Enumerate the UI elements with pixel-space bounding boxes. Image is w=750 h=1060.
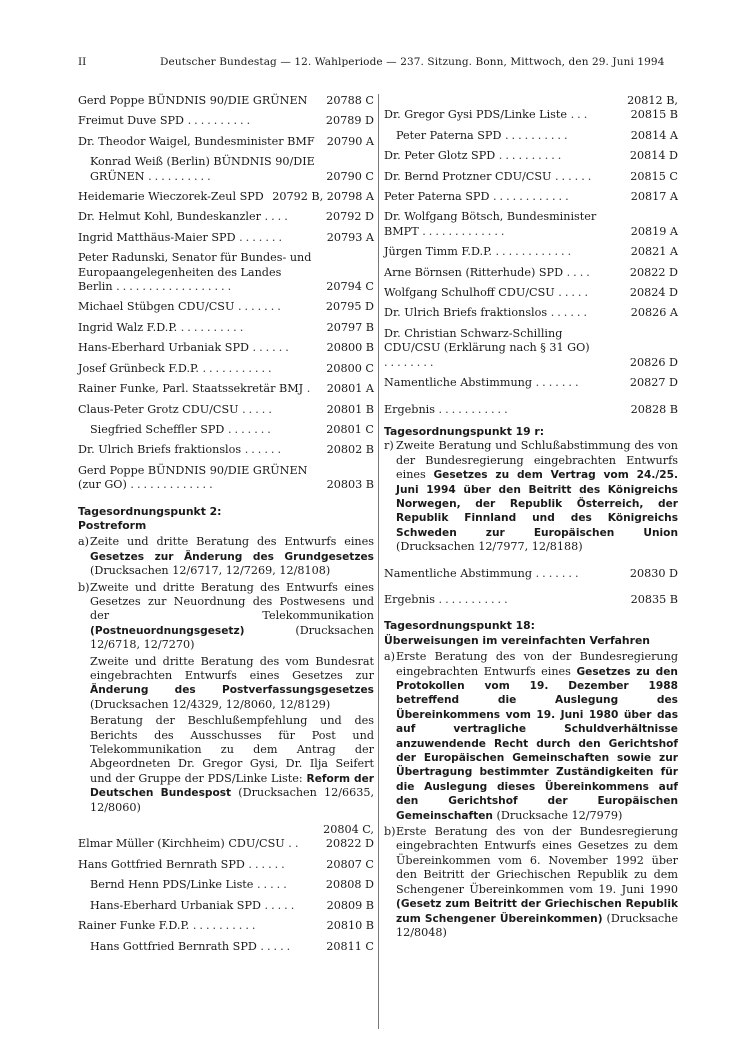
speaker-entry: Siegfried Scheffler SPD ....... 20801 C — [90, 422, 374, 436]
agenda-heading: Tagesordnungspunkt 18: — [384, 619, 535, 633]
speaker-entry: Jürgen Timm F.D.P. ............ 20821 A — [384, 245, 678, 259]
speaker-entry: Rainer Funke, Parl. Staatssekretär BMJ . 20801 A — [78, 382, 374, 396]
speaker-entry: Gerd Poppe BÜNDNIS 90/DIE GRÜNEN 20788 C — [78, 94, 374, 107]
agenda-item: b) Zweite und dritte Beratung des Entwurfs eines Gesetzes zur Neuordnung des Postwesens und der Telekommunikation (Postneuordnungsgesetz) (Drucksachen 12/6718, 12/7270) — [78, 580, 374, 652]
agenda-heading: Tagesordnungspunkt 19 r: — [384, 424, 545, 438]
speaker-entry: Hans-Eberhard Urbaniak SPD ...... 20800 B — [78, 341, 374, 355]
speaker-entry: Peter Radunski, Senator für Bundes- und Europaangelegenheiten des Landes Berlin .................. 20794 C — [78, 251, 374, 294]
running-head: Deutscher Bundestag — 12. Wahlperiode — 237. Sitzung. Bonn, Mittwoch, den 29. Juni 1994 — [160, 56, 665, 68]
agenda-item: a) Zeite und dritte Beratung des Entwurfs eines Gesetzes zur Änderung des Grundgesetzes (Drucksachen 12/6717, 12/7269, 12/8108) — [78, 535, 374, 578]
agenda-item-continuation: Beratung der Beschlußempfehlung und des Berichts des Ausschusses für Post und Telekommunikation zu dem Antrag der Abgeordneten Dr. Gregor Gysi, Dr. Ilja Seifert und der Gruppe der PDS/Linke Liste: Reform der Deutschen Bundespost (Drucksachen 12/6635, 12/8060) — [90, 714, 374, 814]
speaker-entry: Dr. Helmut Kohl, Bundeskanzler .... 20792 D — [78, 210, 374, 224]
speaker-entry: Dr. Gregor Gysi PDS/Linke Liste ... 20812 B, 20815 B — [384, 94, 678, 122]
speaker-entry: Freimut Duve SPD .......... 20789 D — [78, 114, 374, 128]
speaker-entry: Namentliche Abstimmung ....... 20827 D — [384, 376, 678, 390]
speaker-entry: Michael Stübgen CDU/CSU ....... 20795 D — [78, 300, 374, 314]
agenda-item: r) Zweite Beratung und Schlußabstimmung des von der Bundesregierung eingebrachten Entwurfs eines Gesetzes zu dem Vertrag vom 24./25. Juni 1994 über den Beitritt des Königreichs Norwegen, der Republik Österreich, der Republik Finnland und des Königreichs Schweden zur Europäischen Union (Drucksachen 12/7977, 12/8188) — [384, 439, 678, 554]
left-column — [78, 94, 374, 960]
speaker-entry: Wolfgang Schulhoff CDU/CSU ..... 20824 D — [384, 286, 678, 300]
speaker-entry: Konrad Weiß (Berlin) BÜNDNIS 90/DIE GRÜNEN .......... 20790 C — [90, 155, 374, 183]
speaker-entry: Ingrid Matthäus-Maier SPD ....... 20793 A — [78, 230, 374, 244]
speaker-entry: Bernd Henn PDS/Linke Liste ..... 20808 D — [90, 878, 374, 892]
speaker-entry: Heidemarie Wieczorek-Zeul SPD 20792 B, 20798 A — [78, 190, 374, 204]
speaker-entry: Arne Börnsen (Ritterhude) SPD .... 20822 D — [384, 265, 678, 279]
agenda-heading: Tagesordnungspunkt 2: — [78, 504, 222, 518]
speaker-entry: Hans Gottfried Bernrath SPD ...... 20807 C — [78, 857, 374, 871]
speaker-entry: Hans Gottfried Bernrath SPD ..... 20811 C — [90, 939, 374, 953]
page-number: II — [78, 56, 87, 68]
speaker-entry: Ergebnis ........... 20835 B — [384, 592, 678, 606]
speaker-entry: Peter Paterna SPD .......... 20814 A — [396, 128, 678, 142]
speaker-entry: Dr. Ulrich Briefs fraktionslos ...... 20802 B — [78, 443, 374, 457]
agenda-item-continuation: Zweite und dritte Beratung des vom Bundesrat eingebrachten Entwurfs eines Gesetzes zur Änderung des Postverfassungsgesetzes (Drucksachen 12/4329, 12/8060, 12/8129) — [90, 654, 374, 711]
speaker-entry: Dr. Wolfgang Bötsch, Bundesminister BMPT ............. 20819 A — [384, 210, 678, 238]
speaker-entry: Ingrid Walz F.D.P. .......... 20797 B — [78, 320, 374, 334]
agenda-subheading: Überweisungen im vereinfachten Verfahren — [384, 633, 650, 647]
speaker-entry: Dr. Christian Schwarz-Schilling CDU/CSU (Erklärung nach § 31 GO) ........ 20826 D — [384, 326, 678, 369]
speaker-entry: Dr. Theodor Waigel, Bundesminister BMF 20790 A — [78, 134, 374, 148]
speaker-entry: Dr. Peter Glotz SPD .......... 20814 D — [384, 149, 678, 163]
speaker-entry: Peter Paterna SPD ............ 20817 A — [384, 190, 678, 204]
right-column — [384, 94, 678, 942]
page-header — [78, 56, 678, 76]
speaker-entry: Ergebnis ........... 20828 B — [384, 402, 678, 416]
speaker-entry: Hans-Eberhard Urbaniak SPD ..... 20809 B — [90, 898, 374, 912]
speaker-entry: Gerd Poppe BÜNDNIS 90/DIE GRÜNEN (zur GO) ............. 20803 B — [78, 463, 374, 492]
speaker-entry: Dr. Ulrich Briefs fraktionslos ...... 20826 A — [384, 306, 678, 320]
agenda-subheading: Postreform — [78, 518, 147, 532]
agenda-item: a) Erste Beratung des von der Bundesregierung eingebrachten Entwurfs eines Gesetzes zu den Protokollen vom 19. Dezember 1988 betreffend die Auslegung des Übereinkommens vom 19. Juni 1980 über das auf vertragliche Schuldverhältnisse anzuwendende Recht durch den Gerichtshof der Europäischen Gemeinschaften sowie zur Übertragung bestimmter Zuständigkeiten für die Auslegung dieses Übereinkommens auf den Gerichtshof der Europäischen Gemeinschaften (Drucksache 12/7979) — [384, 650, 678, 822]
speaker-entry: Namentliche Abstimmung ....... 20830 D — [384, 566, 678, 580]
speaker-entry: Claus-Peter Grotz CDU/CSU ..... 20801 B — [78, 402, 374, 416]
agenda-item: b) Erste Beratung des von der Bundesregierung eingebrachten Entwurfs eines Gesetzes zu dem Übereinkommen vom 6. November 1992 über den Beitritt der Griechischen Republik zu dem Schengener Übereinkommen vom 19. Juni 1990 (Gesetz zum Beitritt der Griechischen Republik zum Schengener Übereinkommen) (Drucksache 12/8048) — [384, 825, 678, 939]
speaker-entry: Josef Grünbeck F.D.P. ........... 20800 C — [78, 361, 374, 375]
column-divider — [378, 94, 379, 1029]
speaker-entry: Dr. Bernd Protzner CDU/CSU ...... 20815 C — [384, 169, 678, 183]
speaker-entry: Rainer Funke F.D.P. .......... 20810 B — [78, 919, 374, 933]
speaker-entry: Elmar Müller (Kirchheim) CDU/CSU .. 20804 C, 20822 D — [78, 823, 374, 851]
